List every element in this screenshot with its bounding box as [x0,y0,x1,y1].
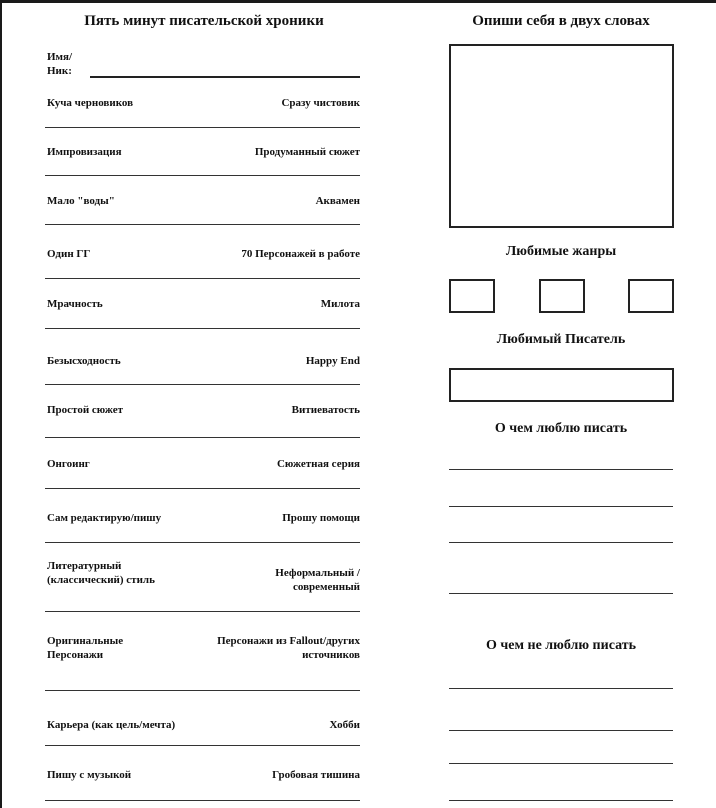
top-border [0,0,716,3]
row-rule[interactable] [45,384,360,385]
form-title: Пять минут писательской хроники [84,13,324,29]
row-left-label: Онгоинг [47,458,90,470]
row-left-label: Мало "воды" [47,195,115,207]
row-right-line: Персонажи из Fallout/других [217,635,360,647]
row-right-label: Милота [320,298,360,310]
name-label-line1: Имя/ [47,51,73,63]
row-left-line: Персонажи [47,649,104,661]
dislike-title: О чем не люблю писать [485,638,636,653]
row-right-label: Аквамен [315,195,360,207]
row-right-label: 70 Персонажей в работе [241,248,360,260]
describe-box[interactable] [449,44,674,228]
row-left-label: Карьера (как цель/мечта) [47,719,176,731]
row-right-label [217,634,360,662]
row-right-label [275,566,360,594]
dislike-line-1[interactable] [449,688,673,689]
row-left-label [47,634,123,662]
row-left-label: Сам редактирую/пишу [47,512,162,524]
name-input-line[interactable] [90,76,360,78]
row-left-label: Мрачность [47,298,103,310]
row-left-label: Куча черновиков [47,97,134,109]
row-rule[interactable] [45,611,360,612]
row-left-label: Простой сюжет [47,404,124,416]
dislike-line-4[interactable] [449,800,673,801]
row-right-label: Сюжетная серия [276,458,360,470]
like-line-2[interactable] [449,506,673,507]
row-rule[interactable] [45,328,360,329]
row-right-label: Продуманный сюжет [254,146,360,158]
row-right-label: Витиеватость [291,404,360,416]
like-line-3[interactable] [449,542,673,543]
genre-box-2[interactable] [539,279,585,313]
row-right-label: Happy End [305,355,360,367]
like-line-4[interactable] [449,593,673,594]
writer-title: Любимый Писатель [496,332,626,347]
row-rule[interactable] [45,745,360,746]
row-left-label: Импровизация [47,146,122,158]
name-label [47,50,72,78]
row-right-label: Прошу помощи [282,512,360,524]
row-rule[interactable] [45,127,360,128]
name-label-line2: Ник: [47,65,72,77]
row-rule[interactable] [45,175,360,176]
writer-box[interactable] [449,368,674,402]
row-left-label [47,559,155,587]
row-right-label: Гробовая тишина [272,769,360,781]
genre-box-3[interactable] [628,279,674,313]
row-rule[interactable] [45,542,360,543]
row-left-label: Пишу с музыкой [47,769,132,781]
row-right-label: Хобби [329,719,360,731]
dislike-line-2[interactable] [449,730,673,731]
row-left-label: Безысходность [47,355,121,367]
row-right-label: Сразу чистовик [281,97,360,109]
row-rule[interactable] [45,800,360,801]
row-rule[interactable] [45,690,360,691]
dislike-line-3[interactable] [449,763,673,764]
row-left-line: Литературный [47,560,122,572]
like-title: О чем люблю писать [494,421,628,436]
row-right-line: Неформальный / [275,567,360,579]
row-left-label: Один ГГ [47,248,91,260]
genres-title: Любимые жанры [505,244,617,259]
row-rule[interactable] [45,437,360,438]
row-rule[interactable] [45,224,360,225]
row-right-line: источников [302,649,360,661]
row-left-line: Оригинальные [47,635,124,647]
row-rule[interactable] [45,488,360,489]
row-rule[interactable] [45,278,360,279]
like-line-1[interactable] [449,469,673,470]
left-border [0,0,2,808]
row-right-line: современный [292,581,360,593]
row-left-line: (классический) стиль [47,574,155,586]
describe-title: Опиши себя в двух словах [472,13,650,29]
genre-box-1[interactable] [449,279,495,313]
